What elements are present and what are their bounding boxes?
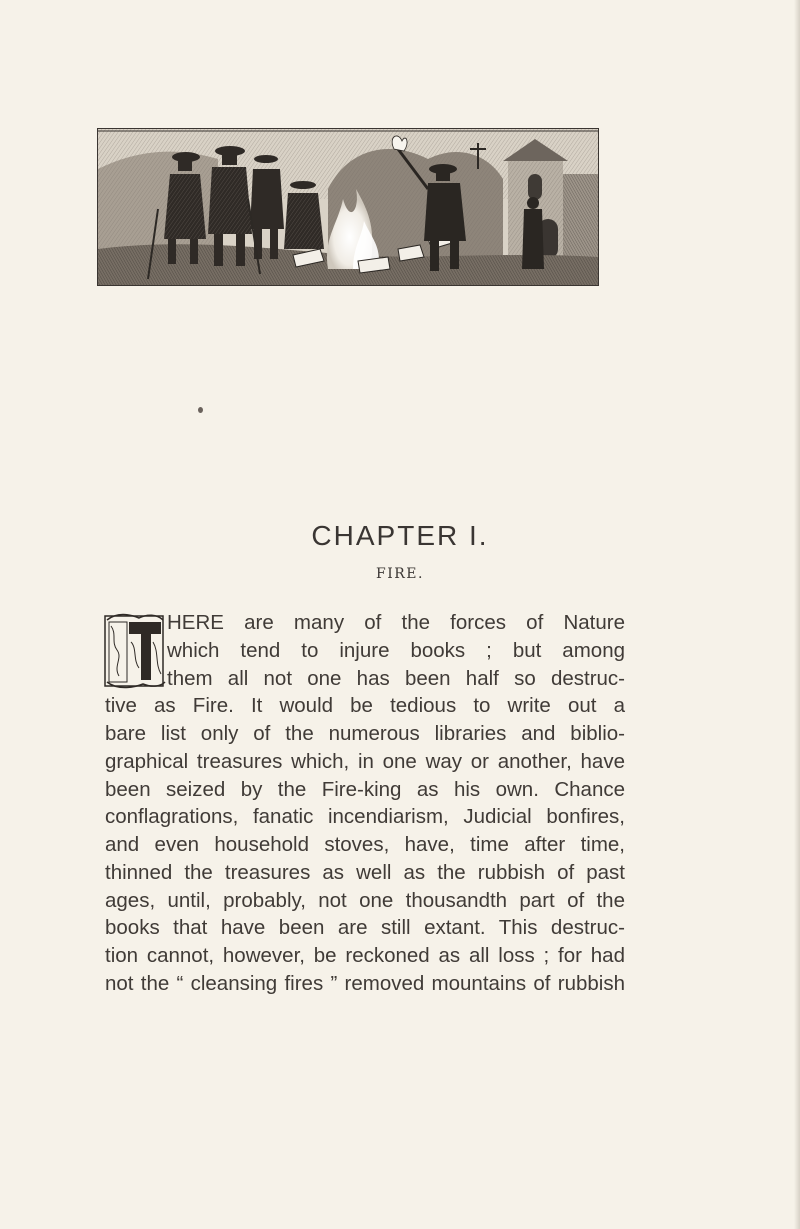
ink-speck [198,407,203,413]
chapter-subtitle: FIRE. [376,566,424,582]
text-line-3: them all not one has been half so destruc- [167,666,625,690]
text-line-6: graphical treasures which, in one way or another, have [105,749,625,773]
text-line-5: bare list only of the numerous libraries and biblio- [105,722,625,745]
text-line-7: been seized by the Fire-king as his own. Chance [105,777,625,801]
text-line-1: HERE are many of the forces of Nature [167,611,625,634]
text-line-9: and even household stoves, have, time after time, [105,833,625,856]
page-edge-shadow [794,0,800,1229]
book-burning-engraving [97,128,599,286]
text-line-14: not the “ cleansing fires ” removed mountains of rubbish [105,971,625,995]
text-line-11: ages, until, probably, not one thousandth part of the [105,888,625,912]
text-line-8: conflagrations, fanatic incendiarism, Judicial bonfires, [105,805,625,829]
text-line-10: thinned the treasures as well as the rubbish of past [105,860,625,884]
text-line-13: tion cannot, however, be reckoned as all loss ; for had [105,944,625,967]
chapter-title: CHAPTER I. [311,520,489,551]
paragraph [105,609,625,998]
text-line-4: tive as Fire. It would be tedious to write out a [105,694,625,718]
text-line-2: which tend to injure books ; but among [167,638,625,662]
text-line-12: books that have been are still extant. This destruc- [105,916,625,940]
